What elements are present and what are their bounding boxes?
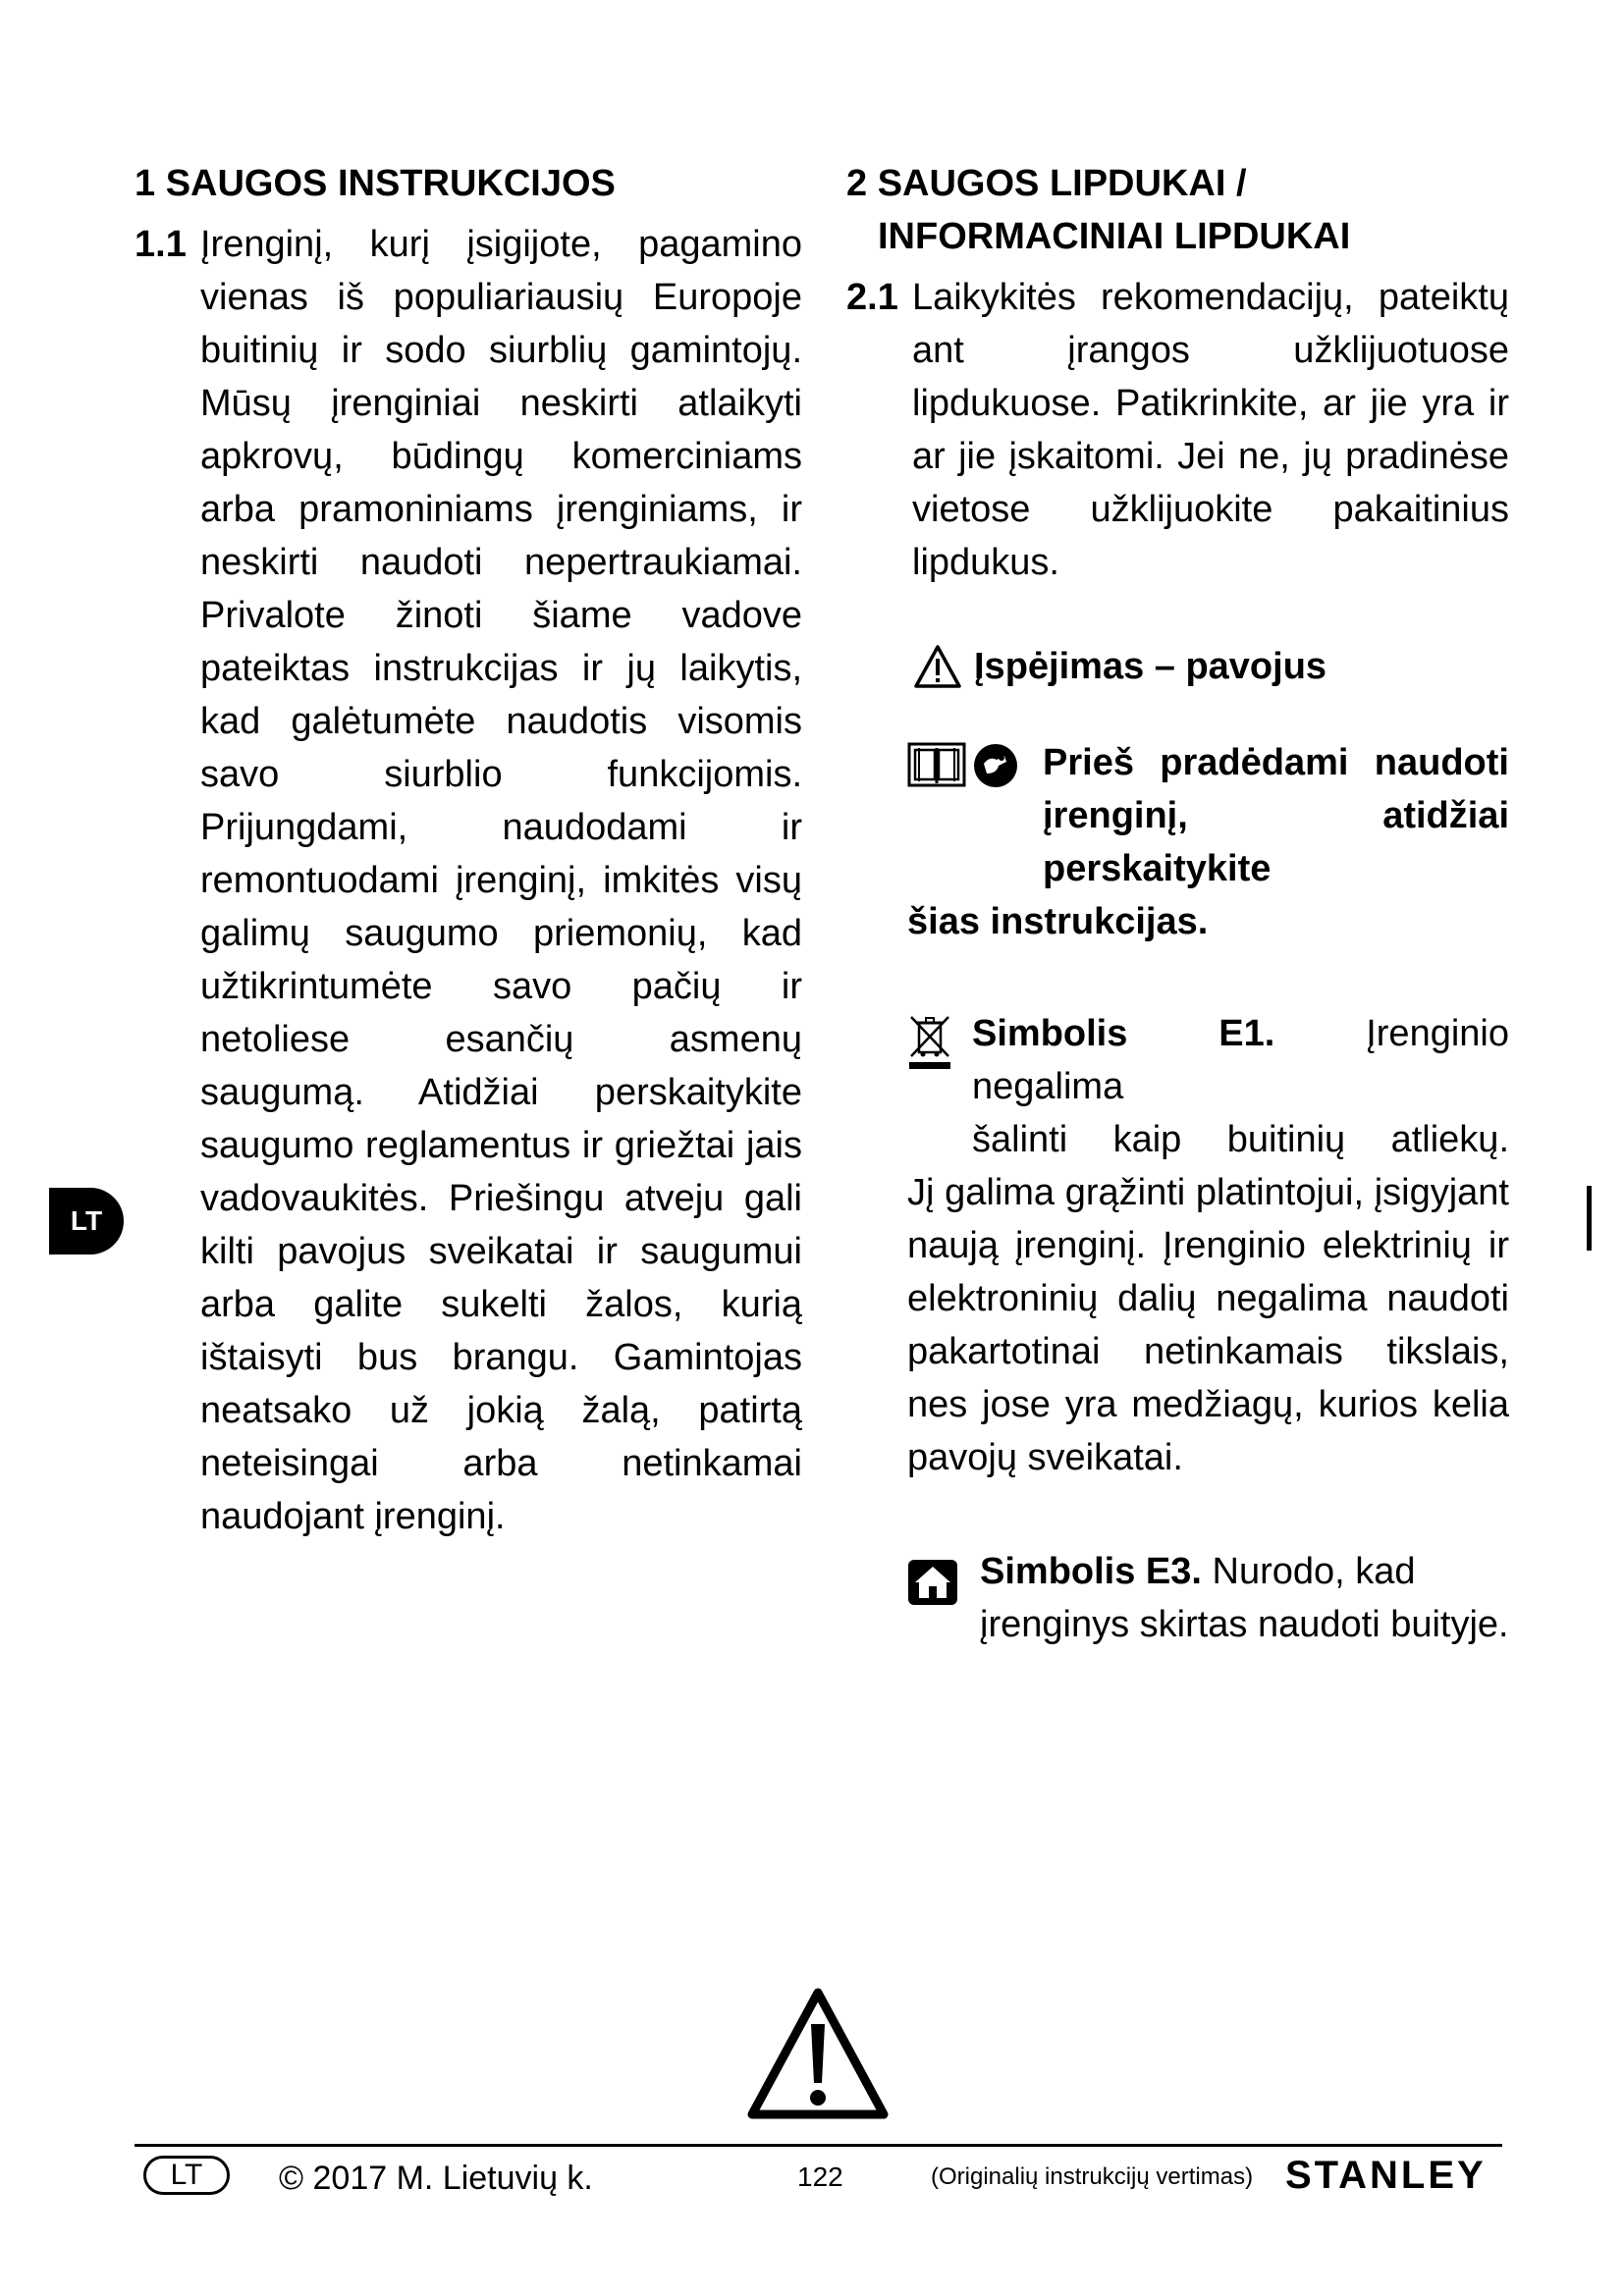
section-1-heading: 1 SAUGOS INSTRUKCIJOS xyxy=(135,163,616,204)
paragraph-text: Laikykitės rekomendacijų, pateiktų ant įrangos užklijuotuose lipdukuose. Patikrinkite, ar jie yra ir ar jie įskaitomi. Jei ne, jų pradinėse vietose užklijuokite pakaitinius lipdukus. xyxy=(912,277,1509,583)
symbol-e1-description: Jį galima grąžinti platintojui, įsigyjant naują įrenginį. Įrenginio elektrinių ir elektroninių dalių negalima naudoti pakartotinai netinkamais tikslais, nes jose yra medžiagų, kurios kelia pavojų sveikatai. xyxy=(907,1172,1509,1478)
symbol-e1-line xyxy=(907,1007,1509,1113)
paragraph-number: 1.1 xyxy=(135,224,187,265)
crossed-bin-icon xyxy=(907,1013,952,1070)
footer-divider xyxy=(135,2144,1502,2147)
paragraph-2-1 xyxy=(846,271,1509,589)
read-instructions-block xyxy=(846,736,1509,948)
heading-line: 2 SAUGOS LIPDUKAI / xyxy=(846,163,1247,204)
symbol-e3-label: Simbolis E3. xyxy=(980,1551,1202,1592)
section-2-heading xyxy=(846,157,1509,263)
read-icons xyxy=(907,742,1019,789)
read-instructions-text: Prieš pradėdami naudoti įrenginį, atidžiai perskaitykite xyxy=(1043,742,1509,889)
symbol-e1-line: šalinti kaip buitinių atliekų. xyxy=(972,1119,1509,1160)
footer-copyright: © 2017 M. Lietuvių k. xyxy=(279,2160,593,2197)
footer-note: (Originalių instrukcijų vertimas) xyxy=(931,2163,1254,2190)
margin-bar xyxy=(1587,1186,1592,1251)
paragraph-number: 2.1 xyxy=(846,277,898,318)
brand-logo: STANLEY xyxy=(1285,2154,1487,2197)
symbol-e3-description: Nurodo, kad įrenginys skirtas naudoti buityje. xyxy=(980,1551,1509,1645)
language-side-tab: LT xyxy=(49,1188,124,1255)
symbol-e3-block xyxy=(846,1545,1509,1651)
warning-title: Įspėjimas – pavojus xyxy=(974,646,1327,687)
warning-triangle-icon xyxy=(913,644,962,689)
manual-book-icon xyxy=(907,742,966,787)
house-icon xyxy=(907,1559,958,1606)
heading-line: INFORMACINIAI LIPDUKAI xyxy=(878,216,1351,257)
right-column xyxy=(846,157,1509,1651)
warning-line xyxy=(846,640,1509,693)
symbol-e1-label: Simbolis E1. xyxy=(972,1013,1275,1054)
symbol-e1-text: Įrenginio negalima xyxy=(972,1013,1509,1107)
paragraph-1-1 xyxy=(135,218,802,1543)
left-column xyxy=(135,157,802,1543)
symbol-e3-text xyxy=(907,1545,1509,1651)
footer-language-badge: LT xyxy=(143,2156,230,2195)
page-number: 122 xyxy=(797,2162,843,2192)
read-instructions-icon xyxy=(972,742,1019,789)
paragraph-text: Įrenginį, kurį įsigijote, pagamino vienas iš populiariausių Europoje buitinių ir sodo siurblių gamintojų. Mūsų įrenginiai neskirti atlaikyti apkrovų, būdingų komerciniams arba pramoniniams įrenginiams, ir neskirti naudoti nepertraukiamai. Privalote žinoti šiame vadove pateiktas instrukcijas ir jų laikytis, kad galėtumėte naudotis visomis savo siurblio funkcijomis. Prijungdami, naudodami ir remontuodami įrenginį, imkitės visų galimų saugumo priemonių, kad užtikrintumėte savo pačių ir netoliese esančių asmenų saugumą. Atidžiai perskaitykite saugumo reglamentus ir griežtai jais vadovaukitės. Priešingu atveju gali kilti pavojus sveikatai ir saugumui arba galite sukelti žalos, kurią ištaisyti bus brangu. Gamintojas neatsako už jokią žalą, patirtą neteisingai arba netinkamai naudojant įrenginį. xyxy=(200,224,802,1537)
warning-triangle-icon xyxy=(746,1987,890,2120)
symbol-e1-block xyxy=(846,1007,1509,1484)
read-instructions-text-end: šias instrukcijas. xyxy=(907,901,1209,942)
